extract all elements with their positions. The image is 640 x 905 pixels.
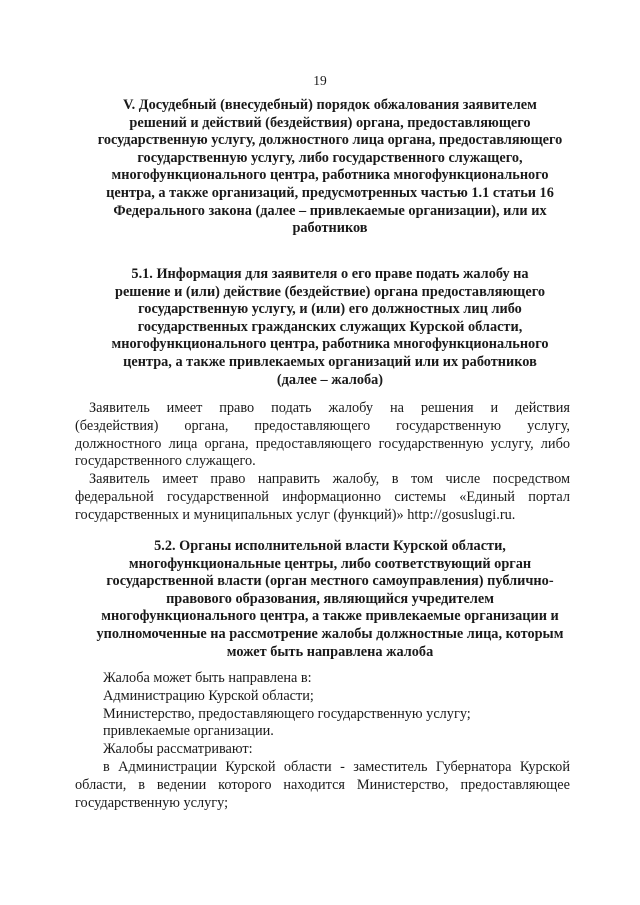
paragraph [75,400,570,471]
list-item: привлекаемые организации. [103,723,274,740]
paragraph-line: государственную услугу; [75,794,229,811]
title-line: уполномоченные на рассмотрение жалобы должностные лица, которым [96,625,564,642]
title-line: государственную услугу, и (или) его должностных лиц либо [138,301,522,318]
title-line: Федерального закона (далее – привлекаемые организации), или их [113,202,547,219]
title-line: государственной власти (орган местного самоуправления) публично- [106,573,554,590]
title-line: решение и (или) действие (бездействие) органа предоставляющего [115,283,545,300]
title-line: многофункционального центра, работника многофункционального [111,167,549,184]
paragraph-line: Заявитель имеет право направить жалобу, в том числе посредством [89,471,570,487]
paragraph-line: должностного лица органа, предоставляющего государственную услугу, либо [75,435,570,452]
paragraph-line: области, в ведении которого находится Министерство, предоставляющее [75,776,570,793]
title-line: правового образования, являющийся учредителем [166,590,494,607]
list-block [103,670,570,759]
paragraph-line: государственных и муниципальных услуг (функций)» http://gosuslugi.ru. [75,506,516,523]
title-line: 5.1. Информация для заявителя о его праве подать жалобу на [131,266,529,282]
title-line: многофункциональные центры, либо соответствующий орган [128,555,532,572]
title-line: V. Досудебный (внесудебный) порядок обжалования заявителем [123,97,537,113]
section-v-title [70,97,590,238]
title-line: 5.2. Органы исполнительной власти Курской области, [154,538,506,554]
paragraph-line: государственного служащего. [75,453,256,470]
list-item: Жалобы рассматривают: [103,741,253,758]
paragraph-line: федеральной государственной информационно системы «Единый портал [75,488,570,505]
title-line: государственных гражданских служащих Курской области, [137,318,523,335]
paragraph [75,759,570,812]
title-line: может быть направлена жалоба [226,643,434,660]
list-item: Министерство, предоставляющего государственную услугу; [103,705,471,722]
page-number: 19 [313,73,327,88]
title-line: многофункционального центра, работника многофункционального [111,336,549,353]
title-line: центра, а также привлекаемых организаций или их работников [123,353,537,370]
paragraph-line: в Администрации Курской области - заместитель Губернатора Курской [103,759,570,775]
section-5-1-title [80,266,580,389]
title-line: (далее – жалоба) [276,371,384,388]
title-line: государственную услугу, либо государственного служащего, [137,149,523,166]
title-line: решений и действий (бездействия) органа, предоставляющего [129,114,531,131]
paragraph-line: (бездействия) органа, предоставляющего государственную услугу, [75,417,570,434]
paragraph-line: Заявитель имеет право подать жалобу на решения и действия [89,400,570,416]
title-line: работников [292,220,368,237]
title-line: центра, а также организаций, предусмотренных частью 1.1 статьи 16 [106,184,554,201]
title-line: многофункционального центра, а также привлекаемые организации и [101,608,559,625]
paragraph [75,471,570,524]
title-line: государственную услугу, должностного лица органа, предоставляющего [97,132,563,149]
list-item: Администрацию Курской области; [103,687,314,704]
section-5-2-title [70,538,590,661]
list-item: Жалоба может быть направлена в: [103,670,312,686]
